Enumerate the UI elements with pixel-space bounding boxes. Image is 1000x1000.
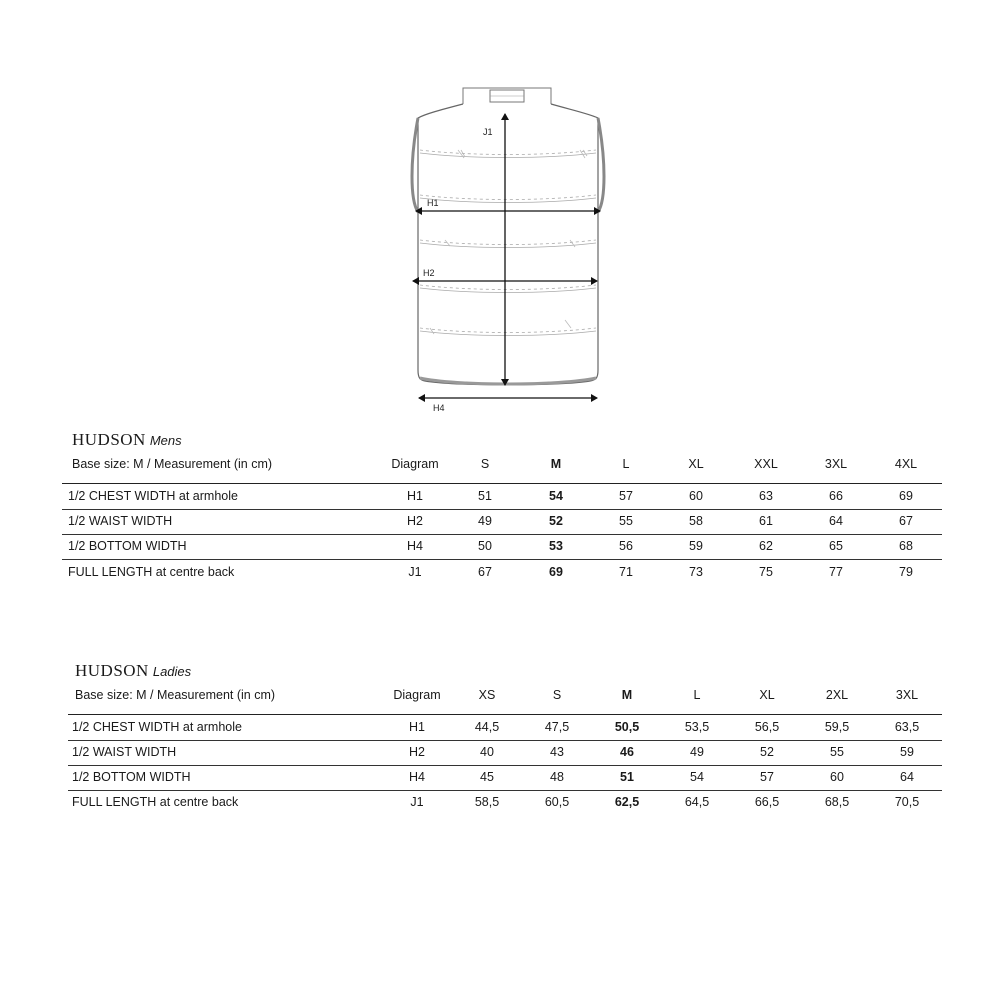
row-diagram: J1 (410, 795, 424, 809)
row-value: 62,5 (614, 795, 640, 809)
row-value: 62 (759, 539, 773, 553)
row-value: 48 (550, 770, 564, 784)
row-diagram: H1 (407, 489, 423, 503)
row-label: 1/2 CHEST WIDTH at armhole (72, 720, 242, 734)
row-label: 1/2 WAIST WIDTH (72, 745, 177, 759)
table-row (0, 765, 1000, 790)
row-value: 57 (760, 770, 774, 784)
ladies-header-size: 3XL (895, 688, 919, 702)
row-value: 58,5 (474, 795, 500, 809)
row-value: 52 (760, 745, 774, 759)
table-row (0, 790, 1000, 815)
row-value: 63,5 (894, 720, 920, 734)
ladies-header-diagram: Diagram (393, 688, 441, 702)
row-value: 56,5 (754, 720, 780, 734)
label-h2: H2 (423, 268, 435, 278)
ladies-header-size: 2XL (825, 688, 849, 702)
ladies-sub: Ladies (152, 664, 192, 679)
table-row (0, 509, 1000, 534)
row-value: 73 (689, 565, 703, 579)
row-value: 56 (619, 539, 633, 553)
row-value: 69 (899, 489, 913, 503)
row-value: 51 (620, 770, 634, 784)
row-value: 55 (830, 745, 844, 759)
row-value: 60 (830, 770, 844, 784)
mens-header-size: S (480, 457, 490, 471)
row-value: 47,5 (544, 720, 570, 734)
row-value: 55 (619, 514, 633, 528)
mens-brand: HUDSON (72, 430, 146, 449)
row-value: 68 (899, 539, 913, 553)
mens-title (72, 430, 182, 450)
mens-header-size: L (622, 457, 630, 471)
mens-header-size: XL (688, 457, 704, 471)
row-value: 40 (480, 745, 494, 759)
row-value: 61 (759, 514, 773, 528)
row-value: 75 (759, 565, 773, 579)
row-diagram: H2 (407, 514, 423, 528)
table-row (0, 715, 1000, 740)
row-label: 1/2 BOTTOM WIDTH (68, 539, 187, 553)
row-value: 69 (549, 565, 563, 579)
row-value: 77 (829, 565, 843, 579)
row-value: 64 (829, 514, 843, 528)
table-row (0, 560, 1000, 585)
label-h1: H1 (427, 198, 439, 208)
mens-header-size: M (550, 457, 562, 471)
row-value: 46 (620, 745, 634, 759)
row-value: 65 (829, 539, 843, 553)
ladies-header-size: M (621, 688, 633, 702)
row-value: 49 (690, 745, 704, 759)
mens-sub: Mens (149, 433, 182, 448)
mens-header-size: XXL (754, 457, 778, 471)
row-value: 71 (619, 565, 633, 579)
row-label: 1/2 BOTTOM WIDTH (72, 770, 191, 784)
mens-header-row (0, 452, 1000, 477)
row-value: 66 (829, 489, 843, 503)
row-value: 44,5 (474, 720, 500, 734)
row-value: 60,5 (544, 795, 570, 809)
label-h4: H4 (433, 403, 445, 413)
row-value: 50,5 (614, 720, 640, 734)
ladies-header-label: Base size: M / Measurement (in cm) (75, 688, 276, 702)
row-value: 45 (480, 770, 494, 784)
row-value: 66,5 (754, 795, 780, 809)
row-value: 59,5 (824, 720, 850, 734)
row-value: 79 (899, 565, 913, 579)
row-value: 54 (549, 489, 563, 503)
row-value: 52 (549, 514, 563, 528)
row-diagram: H1 (409, 720, 425, 734)
row-label: FULL LENGTH at centre back (72, 795, 239, 809)
row-value: 59 (689, 539, 703, 553)
mens-header-diagram: Diagram (391, 457, 439, 471)
row-value: 59 (900, 745, 914, 759)
row-value: 49 (478, 514, 492, 528)
ladies-header-size: S (552, 688, 562, 702)
row-value: 53,5 (684, 720, 710, 734)
ladies-title (75, 661, 191, 681)
row-label: 1/2 WAIST WIDTH (68, 514, 173, 528)
row-diagram: H4 (407, 539, 423, 553)
row-value: 64 (900, 770, 914, 784)
mens-header-size: 3XL (824, 457, 848, 471)
row-value: 68,5 (824, 795, 850, 809)
row-label: FULL LENGTH at centre back (68, 565, 235, 579)
ladies-header-size: XS (478, 688, 496, 702)
table-row (0, 534, 1000, 559)
row-diagram: J1 (408, 565, 422, 579)
vest-diagram (400, 80, 620, 420)
row-value: 53 (549, 539, 563, 553)
row-diagram: H4 (409, 770, 425, 784)
row-value: 63 (759, 489, 773, 503)
ladies-brand: HUDSON (75, 661, 149, 680)
ladies-header-size: L (693, 688, 701, 702)
row-value: 54 (690, 770, 704, 784)
table-row (0, 484, 1000, 509)
row-value: 67 (478, 565, 492, 579)
mens-header-size: 4XL (894, 457, 918, 471)
row-value: 60 (689, 489, 703, 503)
ladies-header-size: XL (759, 688, 775, 702)
row-value: 50 (478, 539, 492, 553)
row-value: 64,5 (684, 795, 710, 809)
row-value: 67 (899, 514, 913, 528)
row-diagram: H2 (409, 745, 425, 759)
row-label: 1/2 CHEST WIDTH at armhole (68, 489, 238, 503)
label-j1: J1 (483, 127, 493, 137)
row-value: 70,5 (894, 795, 920, 809)
row-value: 43 (550, 745, 564, 759)
row-value: 51 (478, 489, 492, 503)
ladies-header-row (0, 683, 1000, 708)
row-value: 57 (619, 489, 633, 503)
mens-header-label: Base size: M / Measurement (in cm) (72, 457, 273, 471)
table-row (0, 740, 1000, 765)
row-value: 58 (689, 514, 703, 528)
